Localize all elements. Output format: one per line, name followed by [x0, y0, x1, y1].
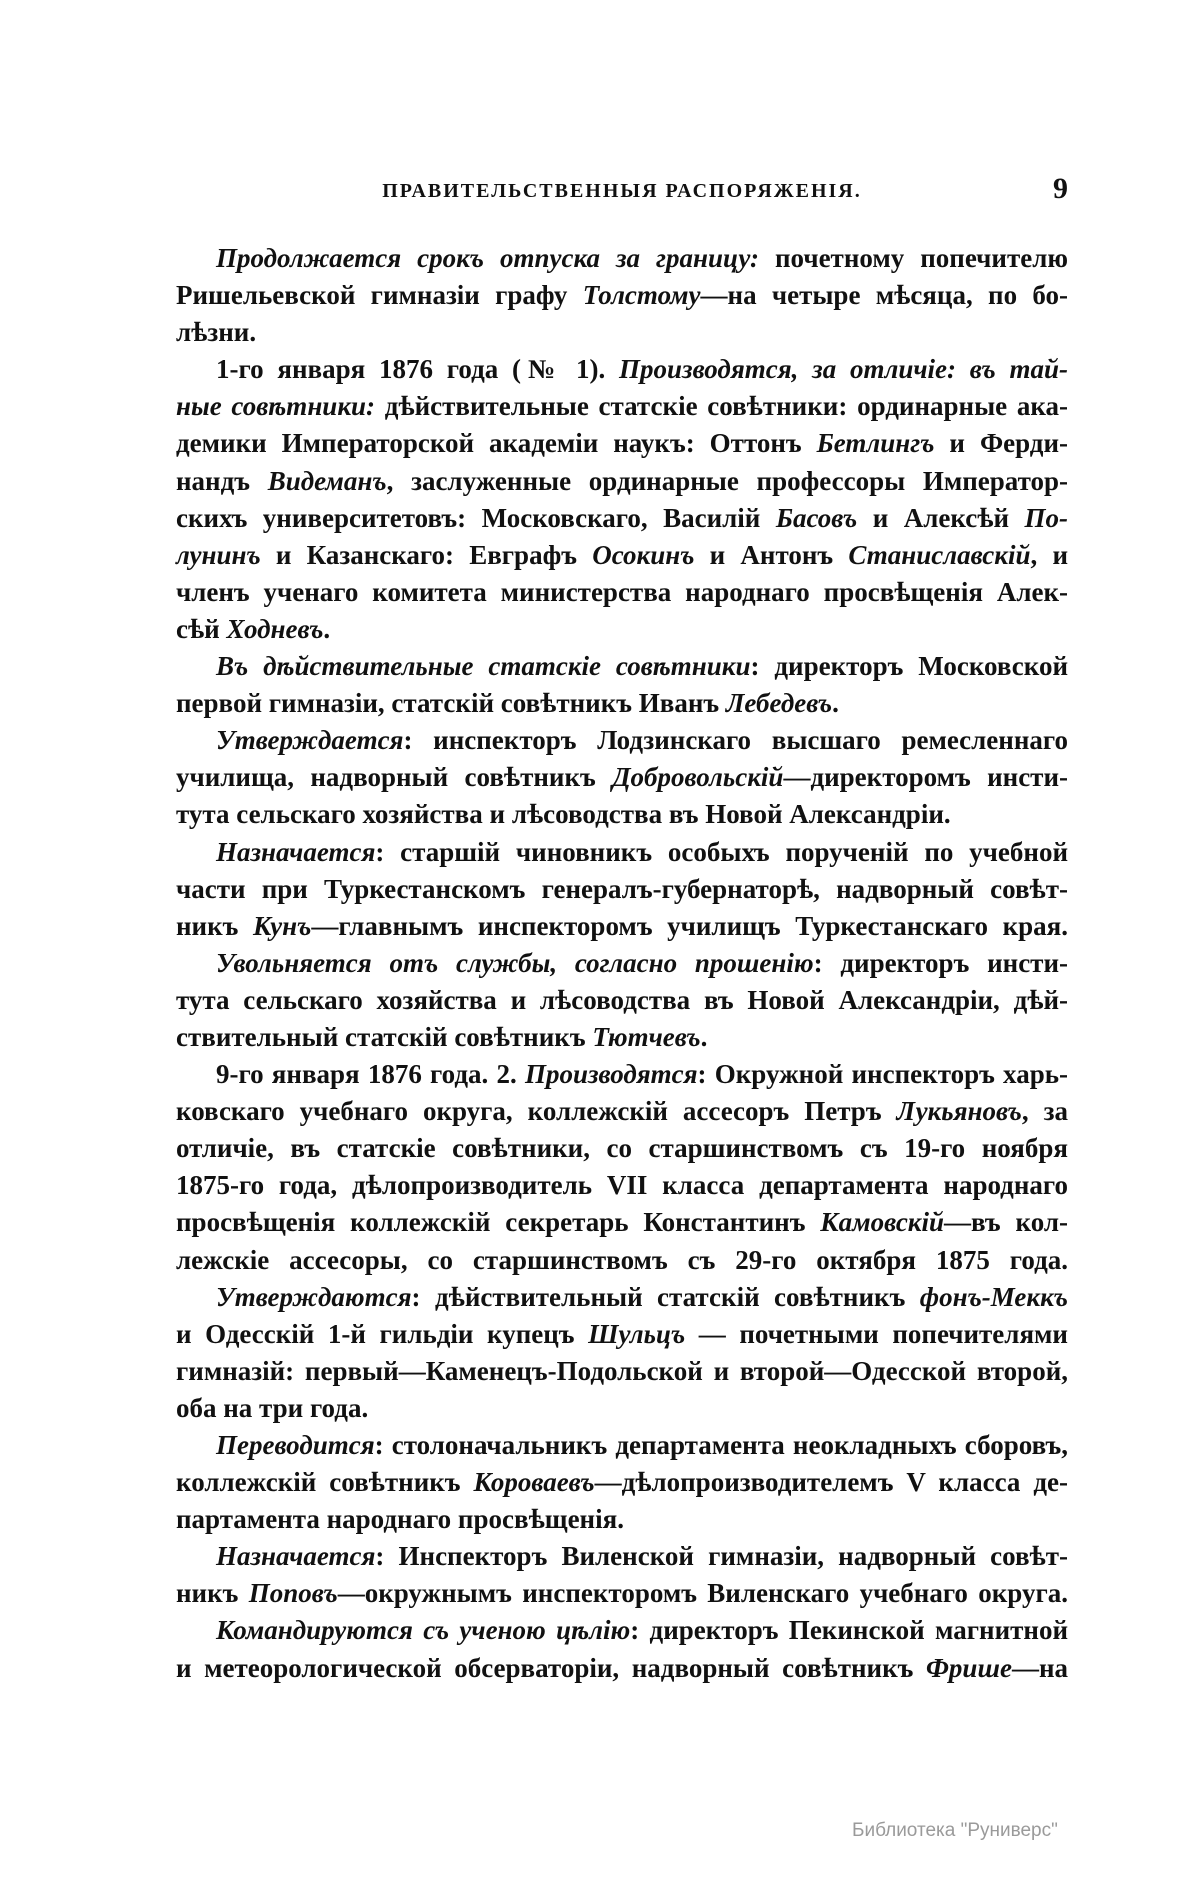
text-line [176, 611, 1068, 648]
text-run: —окружнымъ инспекторомъ Виленскаго учебнаго округа. [337, 1578, 1068, 1609]
page-number: 9 [1053, 172, 1068, 205]
text-run: никъ [176, 910, 253, 941]
text-line [176, 240, 1068, 277]
italic-text: Видеманъ [267, 465, 387, 496]
text-run: 9-го января 1876 года. 2. [216, 1059, 525, 1090]
text-run: и Ферди- [934, 428, 1068, 459]
text-line [176, 945, 1068, 982]
text-line [176, 1427, 1068, 1464]
text-run: почетному попечителю [758, 243, 1068, 273]
text-run: первой гимназіи, статскій совѣтникъ Иванъ [176, 688, 726, 719]
text-line [176, 574, 1068, 611]
italic-text: По- [1024, 502, 1068, 533]
text-run: скихъ университетовъ: Московскаго, Василій [176, 502, 776, 533]
text-line [176, 1612, 1068, 1649]
text-run: нандъ [176, 465, 268, 496]
text-line [176, 1093, 1068, 1130]
text-line [176, 314, 1068, 351]
italic-text: Поповъ [248, 1578, 338, 1609]
text-run: части при Туркестанскомъ генералъ-губернаторѣ, надворный совѣт- [176, 873, 1068, 904]
text-line [176, 1204, 1068, 1241]
text-run: и Одесскій 1-й гильдіи купецъ [176, 1318, 589, 1349]
text-line [176, 1575, 1068, 1612]
text-run: коллежскій совѣтникъ [176, 1467, 474, 1498]
text-line [176, 796, 1068, 833]
text-run: тута сельскаго хозяйства и лѣсоводства въ Новой Александріи, дѣй- [176, 984, 1068, 1015]
text-run: и метеорологической обсерваторіи, надворный совѣтникъ [176, 1652, 926, 1683]
text-run: и Алексѣй [857, 502, 1025, 533]
text-line [176, 685, 1068, 722]
italic-text: Назначается [216, 836, 376, 867]
text-line [176, 388, 1068, 425]
text-run: членъ ученаго комитета министерства народнаго просвѣщенія Алек- [176, 576, 1068, 607]
text-line [176, 722, 1068, 759]
text-line [176, 1242, 1068, 1279]
text-run: : Окружной инспекторъ харь- [697, 1059, 1068, 1090]
text-line [176, 908, 1068, 945]
text-run: : директоръ инсти- [813, 947, 1068, 978]
text-line [176, 1538, 1068, 1575]
text-run: училища, надворный совѣтникъ [176, 762, 613, 793]
italic-text: Лебедевъ [725, 688, 833, 719]
italic-text: Шульцъ [588, 1318, 686, 1349]
text-run: дѣйствительные статскіе совѣтники: ординарные ака- [375, 391, 1068, 422]
text-run: , за [1021, 1096, 1068, 1127]
italic-text: Въ дѣйствительные статскіе совѣтники [216, 651, 751, 682]
italic-text: Осокинъ [592, 539, 695, 570]
text-run: демики Императорской академіи наукъ: Оттонъ [176, 428, 817, 459]
text-line [176, 1353, 1068, 1390]
text-run: . [832, 688, 839, 719]
italic-text: Производятся, за отличіе: въ тай- [619, 354, 1068, 385]
text-run: . [323, 613, 331, 644]
text-run: лежскіе ассесоры, со старшинствомъ съ 29-го октября 1875 года. [176, 1244, 1068, 1275]
italic-text: Тютчевъ [592, 1021, 701, 1052]
text-run: ствительный статскій совѣтникъ [176, 1021, 593, 1052]
italic-text: лунинъ [176, 539, 261, 570]
italic-text: Продолжается срокъ отпуска за границу: [216, 243, 759, 273]
text-run: просвѣщенія коллежскій секретарь Константинъ [176, 1207, 821, 1238]
text-line [176, 1130, 1068, 1167]
italic-text: Фрише [925, 1652, 1012, 1683]
text-run: гимназій: первый—Каменецъ-Подольской и второй—Одесской второй, [176, 1355, 1068, 1386]
text-run: —на четыре мѣсяца, по бо- [700, 280, 1068, 311]
text-line [176, 871, 1068, 908]
italic-text: Станиславскій [848, 539, 1031, 570]
text-run: , и [1030, 539, 1069, 570]
library-watermark: Библиотека "Руниверс" [852, 1820, 1058, 1841]
italic-text: Толстому [582, 280, 701, 311]
text-run: ковскаго учебнаго округа, коллежскій ассесоръ Петръ [176, 1096, 897, 1127]
italic-text: Утверждаются [216, 1281, 412, 1312]
text-run: : директоръ Московской [750, 651, 1069, 682]
text-line [176, 425, 1068, 462]
text-run: Ришельевской гимназіи графу [176, 280, 583, 311]
text-line [176, 1316, 1068, 1353]
body-text [176, 240, 1068, 1687]
italic-text: Бетлингъ [816, 428, 935, 459]
text-run: : старшій чиновникъ особыхъ порученій по учебной [375, 836, 1068, 867]
running-header [176, 172, 1068, 212]
italic-text: Утверждается [216, 725, 404, 756]
italic-text: фонъ-Меккъ [919, 1281, 1068, 1312]
text-run: . [700, 1021, 708, 1052]
text-line [176, 1056, 1068, 1093]
italic-text: Лукьяновъ [896, 1096, 1022, 1127]
text-run: : Инспекторъ Виленской гимназіи, надворный совѣт- [375, 1541, 1068, 1572]
italic-text: Камовскій [820, 1207, 944, 1238]
text-line [176, 1501, 1068, 1538]
text-run: тута сельскаго хозяйства и лѣсоводства въ Новой Александріи. [176, 799, 951, 830]
running-title: ПРАВИТЕЛЬСТВЕННЫЯ РАСПОРЯЖЕНІЯ. [382, 180, 862, 202]
text-run: —на [1011, 1652, 1068, 1683]
italic-text: Ходневъ [226, 613, 324, 644]
text-run: : дѣйствительный статскій совѣтникъ [411, 1281, 920, 1312]
italic-text: Командируются съ ученою цѣлію [216, 1615, 631, 1646]
text-run: : директоръ Пекинской магнитной [630, 1615, 1069, 1646]
text-run: —дѣлопроизводителемъ V класса де- [594, 1467, 1068, 1498]
text-run: и Антонъ [694, 539, 849, 570]
text-run: и Казанскаго: Евграфъ [260, 539, 593, 570]
text-run: , заслуженные ординарные профессоры Император- [386, 465, 1069, 496]
text-run: партамента народнаго просвѣщенія. [176, 1504, 624, 1535]
text-run: оба на три года. [176, 1392, 369, 1423]
text-run: —главнымъ инспекторомъ училищъ Туркестанскаго края. [311, 910, 1068, 941]
text-run: 1-го января 1876 года (№ 1). [216, 354, 620, 385]
text-line [176, 834, 1068, 871]
italic-text: Производятся [524, 1059, 698, 1090]
text-line [176, 1390, 1068, 1427]
text-line [176, 1167, 1068, 1204]
italic-text: Добровольскій [612, 762, 784, 793]
text-line [176, 982, 1068, 1019]
text-line [176, 1019, 1068, 1056]
text-run: —въ кол- [944, 1207, 1068, 1238]
italic-text: Переводится [216, 1430, 375, 1460]
text-run: никъ [176, 1578, 249, 1609]
italic-text: ные совѣтники: [176, 391, 376, 422]
text-line [176, 277, 1068, 314]
text-line [176, 1650, 1068, 1687]
text-run: : инспекторъ Лодзинскаго высшаго ремесленнаго [403, 725, 1068, 756]
text-line [176, 1279, 1068, 1316]
text-line [176, 759, 1068, 796]
text-run: : столоначальникъ департамента неокладныхъ сборовъ, [374, 1430, 1068, 1460]
text-run: лѣзни. [176, 317, 257, 348]
text-run: 1875-го года, дѣлопроизводитель VII класса департамента народнаго [176, 1170, 1068, 1201]
text-line [176, 1464, 1068, 1501]
text-line [176, 463, 1068, 500]
italic-text: Назначается [216, 1541, 376, 1572]
italic-text: Короваевъ [473, 1467, 595, 1498]
text-line [176, 537, 1068, 574]
text-run: отличіе, въ статскіе совѣтники, со старшинствомъ съ 19-го ноября [176, 1133, 1068, 1164]
text-line [176, 500, 1068, 537]
text-run: — почетными попечителями [685, 1318, 1068, 1349]
text-run: сѣй [176, 613, 227, 644]
text-run: —директоромъ инсти- [783, 762, 1068, 793]
italic-text: Увольняется отъ службы, согласно прошенію [216, 947, 814, 978]
text-line [176, 351, 1068, 388]
italic-text: Кунъ [253, 910, 312, 941]
text-line [176, 648, 1068, 685]
italic-text: Басовъ [775, 502, 858, 533]
